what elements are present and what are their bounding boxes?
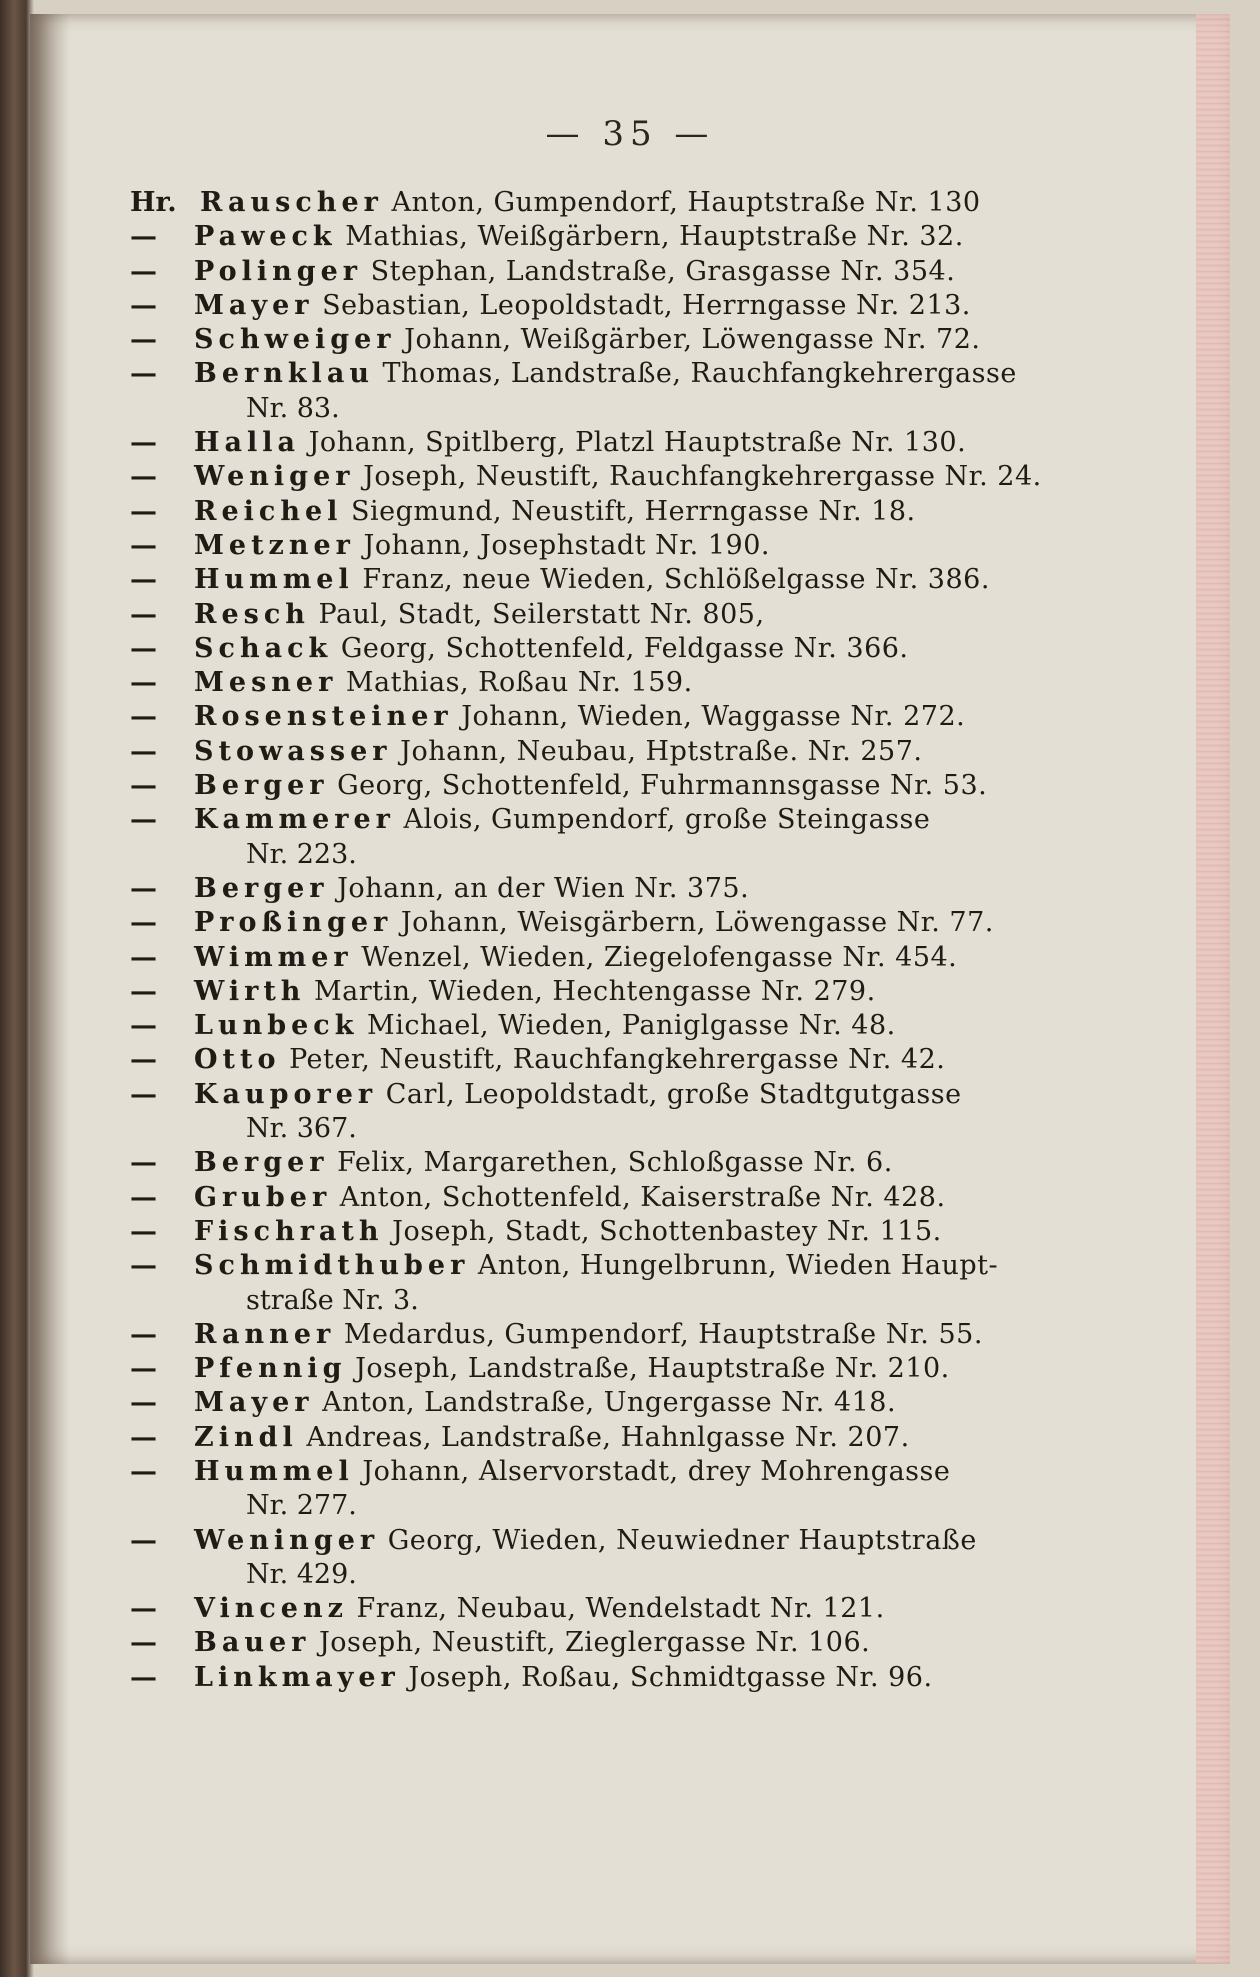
- entry-surname: Reichel: [194, 495, 343, 527]
- entry-surname: Halla: [194, 427, 301, 459]
- entry-prefix: —: [130, 564, 157, 596]
- list-item: [130, 1318, 1120, 1352]
- entry-surname: Linkmayer: [194, 1661, 400, 1693]
- entry-surname: Bauer: [194, 1627, 311, 1659]
- entry-surname: Weninger: [194, 1524, 380, 1556]
- list-item: [130, 1078, 1120, 1147]
- entry-details: Felix, Margarethen, Schloßgasse Nr. 6.: [337, 1147, 893, 1179]
- entry-surname: Paweck: [194, 221, 337, 253]
- entry-continuation: Nr. 367.: [246, 1113, 357, 1145]
- entry-continuation: Nr. 223.: [246, 838, 357, 870]
- entry-surname: Ranner: [194, 1318, 336, 1350]
- entry-details: Franz, Neubau, Wendelstadt Nr. 121.: [356, 1593, 885, 1625]
- entry-prefix: —: [130, 1524, 157, 1556]
- entry-surname: Lunbeck: [194, 1010, 359, 1042]
- entry-details: Anton, Landstraße, Ungergasse Nr. 418.: [322, 1387, 897, 1419]
- list-item: [130, 1421, 1120, 1455]
- entry-details: Johann, Neubau, Hptstraße. Nr. 257.: [400, 735, 923, 767]
- list-item: [130, 357, 1120, 426]
- entry-details: Thomas, Landstraße, Rauchfangkehrergasse: [382, 358, 1017, 390]
- entry-continuation: Nr. 277.: [246, 1490, 357, 1522]
- list-item: [130, 1009, 1120, 1043]
- list-item: [130, 495, 1120, 529]
- list-item: [130, 563, 1120, 597]
- entry-details: Joseph, Stadt, Schottenbastey Nr. 115.: [392, 1215, 942, 1247]
- entry-prefix: —: [130, 461, 157, 493]
- entry-surname: Berger: [194, 770, 329, 802]
- entry-prefix: —: [130, 427, 157, 459]
- entry-prefix: —: [130, 1181, 157, 1213]
- list-item: [130, 1386, 1120, 1420]
- entry-surname: Vincenz: [194, 1593, 348, 1625]
- entry-surname: Berger: [194, 1147, 329, 1179]
- list-item: [130, 1249, 1120, 1318]
- list-item: [130, 666, 1120, 700]
- entry-details: Medardus, Gumpendorf, Hauptstraße Nr. 55.: [343, 1318, 983, 1350]
- entry-details: Franz, neue Wieden, Schlößelgasse Nr. 386.: [362, 564, 990, 596]
- entry-prefix: —: [130, 907, 157, 939]
- entry-prefix: —: [130, 735, 157, 767]
- entry-details: Johann, Weisgärbern, Löwengasse Nr. 77.: [400, 907, 994, 939]
- entry-prefix: —: [130, 872, 157, 904]
- list-item: [130, 1524, 1120, 1593]
- entry-details: Georg, Wieden, Neuwiedner Hauptstraße: [387, 1524, 977, 1556]
- entry-prefix: —: [130, 1044, 157, 1076]
- entry-prefix: —: [130, 667, 157, 699]
- entry-prefix: —: [130, 255, 157, 287]
- entry-surname: Mayer: [194, 289, 314, 321]
- entry-prefix: —: [130, 1421, 157, 1453]
- entry-prefix: —: [130, 632, 157, 664]
- entry-surname: Proßinger: [194, 907, 393, 939]
- entry-details: Michael, Wieden, Paniglgasse Nr. 48.: [367, 1010, 896, 1042]
- address-listing: [130, 186, 1120, 1695]
- entry-details: Johann, Alservorstadt, drey Mohrengasse: [362, 1455, 951, 1487]
- entry-details: Anton, Gumpendorf, Hauptstraße Nr. 130: [391, 187, 981, 218]
- entry-details: Johann, Josephstadt Nr. 190.: [363, 529, 770, 561]
- entry-surname: Hummel: [194, 564, 354, 596]
- entry-surname: Stowasser: [194, 735, 392, 767]
- entry-prefix: —: [130, 529, 157, 561]
- entry-details: Wenzel, Wieden, Ziegelofengasse Nr. 454.: [361, 941, 958, 973]
- entry-details: Martin, Wieden, Hechtengasse Nr. 279.: [314, 975, 876, 1007]
- entry-prefix: —: [130, 1593, 157, 1625]
- entry-details: Joseph, Roßau, Schmidtgasse Nr. 96.: [408, 1661, 933, 1693]
- entry-prefix: —: [130, 701, 157, 733]
- entry-prefix: —: [130, 1215, 157, 1247]
- entry-surname: Mesner: [194, 667, 338, 699]
- entry-prefix: —: [130, 770, 157, 802]
- entry-details: Johann, Wieden, Waggasse Nr. 272.: [461, 701, 966, 733]
- list-item: [130, 1661, 1120, 1695]
- entry-continuation: straße Nr. 3.: [246, 1284, 419, 1316]
- entry-details: Anton, Schottenfeld, Kaiserstraße Nr. 428.: [339, 1181, 946, 1213]
- page-number: — 35 —: [545, 114, 715, 154]
- entry-surname: Gruber: [194, 1181, 332, 1213]
- entry-prefix: —: [130, 1250, 157, 1282]
- entry-prefix: —: [130, 1147, 157, 1179]
- entry-prefix: —: [130, 1078, 157, 1110]
- list-item: [130, 1215, 1120, 1249]
- entry-surname: Mayer: [194, 1387, 314, 1419]
- entry-details: Peter, Neustift, Rauchfangkehrergasse Nr. 42.: [289, 1044, 946, 1076]
- entry-surname: Wimmer: [194, 941, 353, 973]
- entry-prefix: —: [130, 1455, 157, 1487]
- list-item: [130, 735, 1120, 769]
- entry-details: Mathias, Weißgärbern, Hauptstraße Nr. 32.: [345, 221, 964, 253]
- entry-surname: Schack: [194, 632, 333, 664]
- entry-details: Joseph, Landstraße, Hauptstraße Nr. 210.: [355, 1353, 950, 1385]
- entry-prefix: —: [130, 941, 157, 973]
- list-item: [130, 255, 1120, 289]
- list-item: [130, 1352, 1120, 1386]
- entry-prefix: —: [130, 221, 157, 253]
- list-item: [130, 323, 1120, 357]
- entry-surname: Kauporer: [194, 1078, 378, 1110]
- entry-surname: Schmidthuber: [194, 1250, 470, 1282]
- list-item: [130, 941, 1120, 975]
- entry-prefix: —: [130, 1010, 157, 1042]
- entry-details: Johann, an der Wien Nr. 375.: [337, 872, 750, 904]
- entry-details: Johann, Weißgärber, Löwengasse Nr. 72.: [404, 324, 981, 356]
- entry-prefix: —: [130, 975, 157, 1007]
- list-item: [130, 803, 1120, 872]
- entry-details: Mathias, Roßau Nr. 159.: [345, 667, 693, 699]
- list-item: [130, 598, 1120, 632]
- entry-surname: Bernklau: [194, 358, 374, 390]
- entry-details: Carl, Leopoldstadt, große Stadtgutgasse: [385, 1078, 962, 1110]
- list-item: [130, 1043, 1120, 1077]
- entry-details: Stephan, Landstraße, Grasgasse Nr. 354.: [370, 255, 956, 287]
- entry-surname: Zindl: [194, 1421, 298, 1453]
- entry-details: Anton, Hungelbrunn, Wieden Haupt-: [477, 1250, 999, 1282]
- list-item: [130, 220, 1120, 254]
- entry-surname: Schweiger: [194, 324, 396, 356]
- list-item: [130, 1181, 1120, 1215]
- entry-prefix: —: [130, 1627, 157, 1659]
- entry-details: Siegmund, Neustift, Herrngasse Nr. 18.: [350, 495, 916, 527]
- entry-prefix: —: [130, 358, 157, 390]
- spine-shadow: [30, 14, 70, 1964]
- list-item: [130, 460, 1120, 494]
- list-item: [130, 872, 1120, 906]
- list-item: [130, 632, 1120, 666]
- entry-details: Joseph, Neustift, Zieglergasse Nr. 106.: [318, 1627, 871, 1659]
- list-item: [130, 1592, 1120, 1626]
- entry-surname: Fischrath: [194, 1215, 384, 1247]
- entry-details: Joseph, Neustift, Rauchfangkehrergasse Nr. 24.: [363, 461, 1042, 493]
- entry-details: Johann, Spitlberg, Platzl Hauptstraße Nr. 130.: [308, 427, 967, 459]
- list-item: [130, 529, 1120, 563]
- book-page: [30, 14, 1230, 1964]
- entry-surname: Resch: [194, 598, 310, 630]
- entry-details: Sebastian, Leopoldstadt, Herrngasse Nr. 213.: [322, 289, 971, 321]
- entry-surname: Metzner: [194, 529, 355, 561]
- list-item: [130, 426, 1120, 460]
- page-edge: [1196, 14, 1230, 1964]
- entry-prefix: —: [130, 495, 157, 527]
- entry-surname: Pfennig: [194, 1353, 347, 1385]
- entry-prefix: —: [130, 598, 157, 630]
- entry-details: Georg, Schottenfeld, Fuhrmannsgasse Nr. 53.: [337, 770, 988, 802]
- list-item: [130, 1146, 1120, 1180]
- entry-surname: Rosensteiner: [194, 701, 453, 733]
- entry-surname: Wirth: [194, 975, 306, 1007]
- list-item: [130, 1455, 1120, 1524]
- entry-details: Alois, Gumpendorf, große Steingasse: [403, 804, 931, 836]
- list-item: [130, 700, 1120, 734]
- entry-details: Georg, Schottenfeld, Feldgasse Nr. 366.: [340, 632, 909, 664]
- entry-prefix: —: [130, 324, 157, 356]
- entry-surname: Polinger: [194, 255, 363, 287]
- list-item: [130, 289, 1120, 323]
- entry-prefix: —: [130, 1661, 157, 1693]
- list-item: [130, 186, 1120, 220]
- entry-details: Andreas, Landstraße, Hahnlgasse Nr. 207.: [306, 1421, 910, 1453]
- entry-surname: Berger: [194, 872, 329, 904]
- list-item: [130, 769, 1120, 803]
- entry-surname: Rauscher: [200, 187, 383, 218]
- entry-surname: Otto: [194, 1044, 281, 1076]
- entry-surname: Hummel: [194, 1455, 354, 1487]
- list-item: [130, 975, 1120, 1009]
- list-item: [130, 906, 1120, 940]
- entry-continuation: Nr. 83.: [246, 392, 340, 424]
- entry-surname: Weniger: [194, 461, 355, 493]
- entry-prefix: —: [130, 1387, 157, 1419]
- entry-prefix: —: [130, 1318, 157, 1350]
- entry-prefix: Hr.: [130, 187, 177, 218]
- entry-prefix: —: [130, 804, 157, 836]
- list-item: [130, 1626, 1120, 1660]
- entry-details: Paul, Stadt, Seilerstatt Nr. 805,: [318, 598, 765, 630]
- entry-continuation: Nr. 429.: [246, 1558, 357, 1590]
- entry-surname: Kammerer: [194, 804, 395, 836]
- entry-prefix: —: [130, 1353, 157, 1385]
- entry-prefix: —: [130, 289, 157, 321]
